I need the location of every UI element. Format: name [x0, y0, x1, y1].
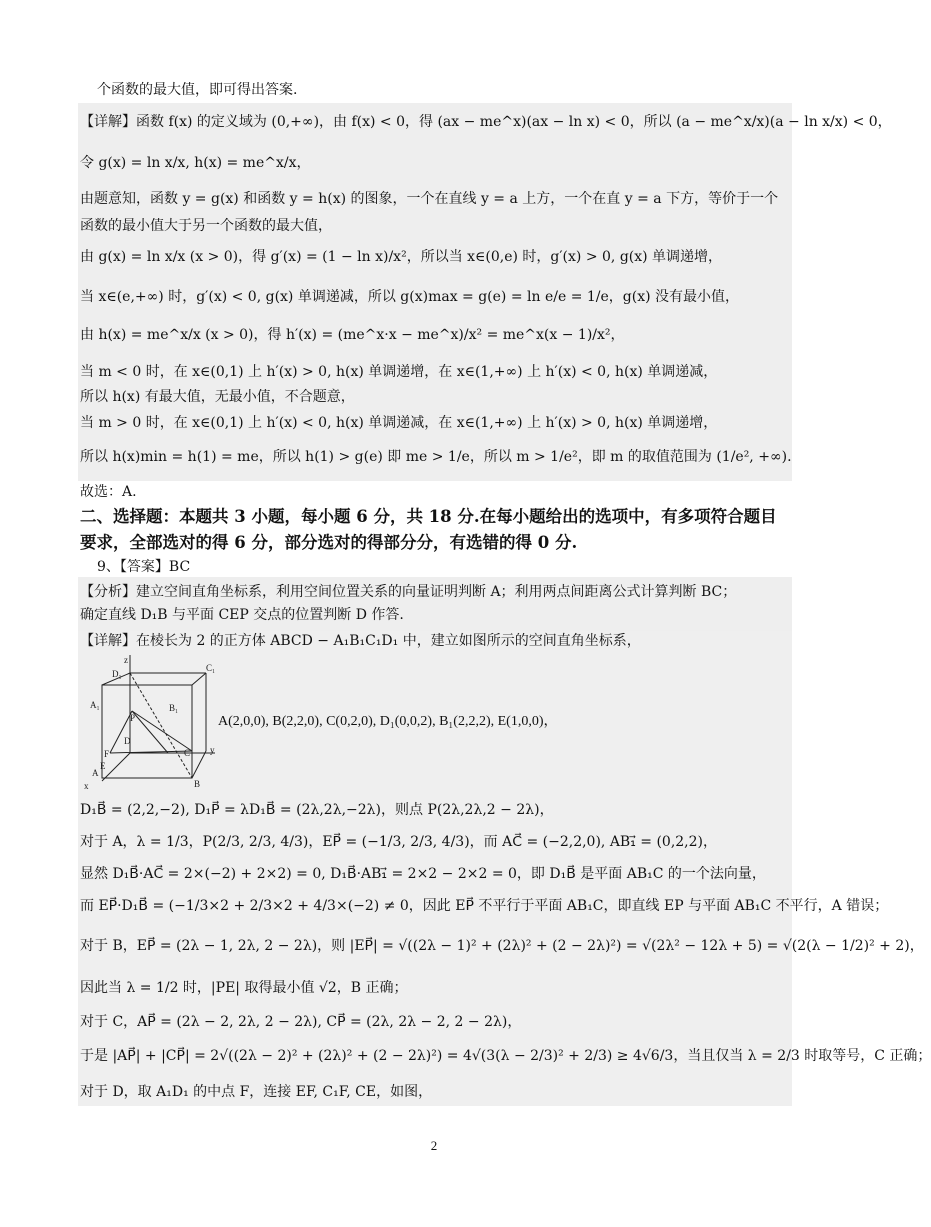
detail-line-8: 对于 C，AP⃗ = (2λ − 2, 2λ, 2 − 2λ), CP⃗ = (2λ, 2λ − 2, 2 − 2λ)， — [80, 1014, 522, 1030]
detail-line-10: 对于 D，取 A₁D₁ 的中点 F，连接 EF, C₁F, CE，如图， — [80, 1084, 433, 1100]
label-c: C — [184, 748, 191, 758]
label-p: P — [130, 713, 136, 723]
detail-line-3: 对于 A，λ = 1/3，P(2/3, 2/3, 4/3)，EP⃗ = (−1/3, 2/3, 4/3)，而 AC⃗ = (−2,2,0), AB₁⃗ = (0,2,2)， — [80, 834, 718, 850]
text-line-10: 所以 h(x) 有最大值，无最小值，不合题意， — [80, 389, 355, 405]
page-number: 2 — [430, 1138, 438, 1153]
detail-line-5: 而 EP⃗·D₁B⃗ = (−1/3×2 + 2/3×2 + 4/3×(−2) ≠ 0，因此 EP⃗ 不平行于平面 AB₁C，即直线 EP 与平面 AB₁C 不平行，A 错误； — [80, 898, 889, 914]
text-line-1: 个函数的最大值，即可得出答案. — [97, 82, 298, 98]
text-line-6: 由 g(x) = ln x/x (x > 0)，得 g′(x) = (1 − ln x)/x²，所以当 x∈(0,e) 时，g′(x) > 0, g(x) 单调递增， — [80, 249, 723, 265]
text-line-3: 令 g(x) = ln x/x, h(x) = me^x/x， — [80, 155, 311, 171]
coordinates-line: A(2,0,0), B(2,2,0), C(0,2,0), D₁(0,0,2), B₁(2,2,2), E(1,0,0)， — [218, 714, 558, 729]
label-b: B — [194, 779, 201, 789]
label-x: x — [84, 781, 89, 791]
section-heading-line-2: 要求，全部选对的得 6 分，部分选对的得部分分，有选错的得 0 分. — [80, 533, 578, 552]
label-c1: C₁ — [206, 663, 216, 673]
label-a1: A₁ — [90, 700, 100, 710]
answer-line: 9、【答案】BC — [97, 559, 191, 575]
cube-figure — [80, 653, 220, 793]
section-heading-line-1: 二、选择题：本题共 3 小题，每小题 6 分，共 18 分.在每小题给出的选项中，有多项符合题目 — [80, 507, 777, 526]
label-e: E — [100, 761, 106, 771]
detail-line-4: 显然 D₁B⃗·AC⃗ = 2×(−2) + 2×2) = 0, D₁B⃗·AB₁⃗ = 2×2 − 2×2 = 0，即 D₁B⃗ 是平面 AB₁C 的一个法向量， — [80, 866, 766, 882]
text-line-9: 当 m < 0 时，在 x∈(0,1) 上 h′(x) > 0, h(x) 单调递增，在 x∈(1,+∞) 上 h′(x) < 0, h(x) 单调递减， — [80, 364, 718, 380]
analysis-line-2: 确定直线 D₁B 与平面 CEP 交点的位置判断 D 作答. — [80, 607, 404, 623]
label-a: A — [92, 768, 99, 778]
label-y: y — [210, 745, 215, 755]
text-line-7: 当 x∈(e,+∞) 时，g′(x) < 0, g(x) 单调递减，所以 g(x)max = g(e) = ln e/e = 1/e，g(x) 没有最小值， — [80, 289, 740, 305]
detail-line-1: 【详解】在棱长为 2 的正方体 ABCD − A₁B₁C₁D₁ 中，建立如图所示的空间直角坐标系， — [80, 633, 641, 649]
label-d: D — [124, 736, 131, 746]
label-f: F — [104, 749, 110, 759]
label-d1: D₁ — [112, 669, 122, 679]
text-line-11: 当 m > 0 时，在 x∈(0,1) 上 h′(x) < 0, h(x) 单调递减，在 x∈(1,+∞) 上 h′(x) > 0, h(x) 单调递增， — [80, 415, 718, 431]
label-z: z — [124, 655, 128, 665]
detail-line-9: 于是 |AP⃗| + |CP⃗| = 2√((2λ − 2)² + (2λ)² + (2 − 2λ)²) = 4√(3(λ − 2/3)² + 2/3) ≥ 4√6/3，当且仅当 λ = 2/3 时取等号，C 正确； — [80, 1048, 931, 1064]
detail-line-7: 因此当 λ = 1/2 时，|PE| 取得最小值 √2，B 正确； — [80, 980, 408, 996]
detail-line-6: 对于 B，EP⃗ = (2λ − 1, 2λ, 2 − 2λ)，则 |EP⃗| = √((2λ − 1)² + (2λ)² + (2 − 2λ)²) = √(2λ² − 12λ + 5) = √(2(λ − 1/2)² + 2)， — [80, 938, 924, 954]
detail-line-2: D₁B⃗ = (2,2,−2), D₁P⃗ = λD₁B⃗ = (2λ,2λ,−2λ)，则点 P(2λ,2λ,2 − 2λ)， — [80, 802, 554, 818]
analysis-line-1: 【分析】建立空间直角坐标系，利用空间位置关系的向量证明判断 A；利用两点间距离公式计算判断 BC； — [80, 584, 737, 600]
text-line-12: 所以 h(x)min = h(1) = me，所以 h(1) > g(e) 即 me > 1/e，所以 m > 1/e²，即 m 的取值范围为 (1/e², +∞). — [80, 449, 792, 465]
text-line-2: 【详解】函数 f(x) 的定义域为 (0,+∞)，由 f(x) < 0，得 (ax − me^x)(ax − ln x) < 0，所以 (a − me^x/x)(a − ln x/x) < 0， — [80, 114, 892, 130]
text-line-4: 由题意知，函数 y = g(x) 和函数 y = h(x) 的图象，一个在直线 y = a 上方，一个在直 y = a 下方，等价于一个 — [80, 191, 779, 207]
label-b1: B₁ — [169, 703, 179, 713]
text-line-8: 由 h(x) = me^x/x (x > 0)，得 h′(x) = (me^x·x − me^x)/x² = me^x(x − 1)/x²， — [80, 327, 625, 343]
text-line-5: 函数的最小值大于另一个函数的最大值， — [80, 218, 332, 234]
text-line-13: 故选：A. — [80, 484, 137, 500]
